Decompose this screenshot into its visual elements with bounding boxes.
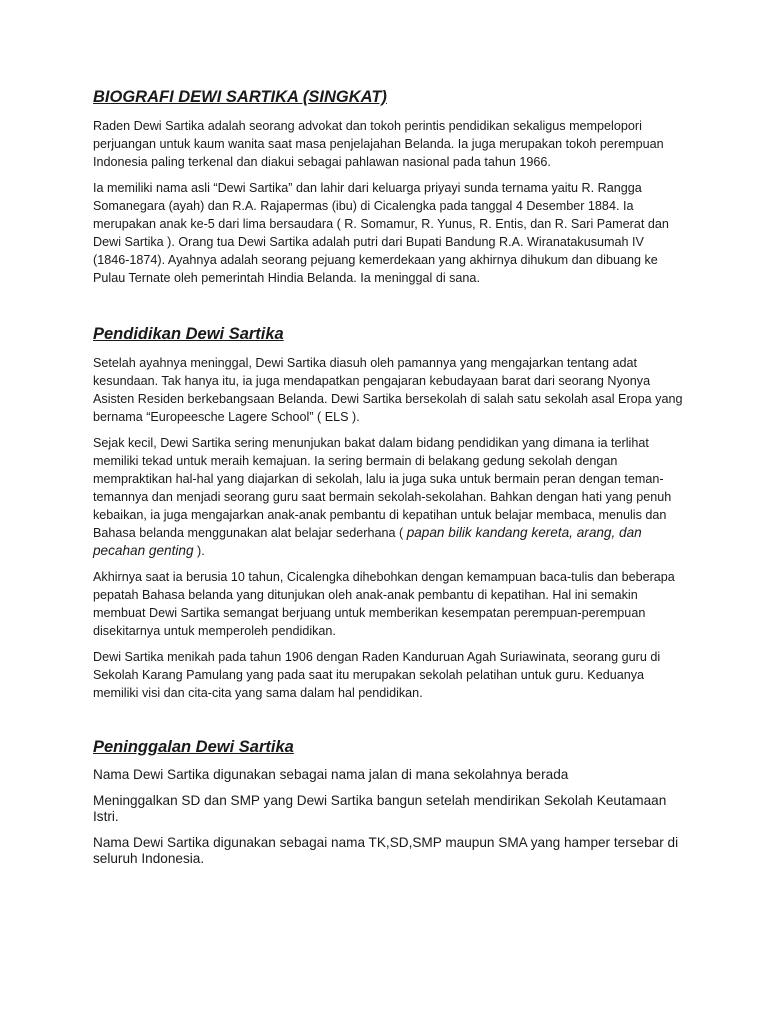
legacy-item: Nama Dewi Sartika digunakan sebagai nama TK,SD,SMP maupun SMA yang hamper tersebar di seluruh Indonesia. [93,835,679,866]
section-spacer [93,295,683,325]
legacy-item: Meninggalkan SD dan SMP yang Dewi Sartika bangun setelah mendirikan Sekolah Keutamaan Istri. [93,793,667,824]
education-heading: Pendidikan Dewi Sartika [93,325,284,343]
education-paragraph: Akhirnya saat ia berusia 10 tahun, Cicalengka dihebohkan dengan kemampuan baca-tulis dan beberapa pepatah Bahasa belanda yang ditunjukan oleh anak-anak pembantu di kepatihan. Hal ini semakin membuat Dewi Sartika semangat berjuang untuk memberikan kesempatan perempuan-perempuan disekitarnya untuk memperoleh pendidikan. [93,570,675,638]
education-paragraph: Dewi Sartika menikah pada tahun 1906 dengan Raden Kanduruan Agah Suriawinata, seorang guru di Sekolah Karang Pamulang yang pada saat itu merupakan sekolah pelatihan untuk guru. Keduanya memiliki visi dan cita-cita yang sama dalam hal pendidikan. [93,650,661,700]
section-spacer [93,710,683,738]
education-text: Sejak kecil, Dewi Sartika sering menunjukan bakat dalam bidang pendidikan yang dimana ia terlihat memiliki tekad untuk meraih kemajuan. Ia sering bermain di belakang gedung sekolah dengan mempraktikan hal-hal yang diajarkan di sekolah, lalu ia juga suka untuk bermain peran dengan teman-temannya dan menjadi seorang guru saat bermain sekolah-sekolahan. Bahkan dengan hati yang penuh kebaikan, ia juga mengajarkan anak-anak pembantu di kepatihan untuk belajar membaca, menulis dan Bahasa belanda menggunakan alat belajar sederhana ( [93,436,672,540]
education-italic-text: papan bilik kandang kereta, arang, dan pecahan genting [93,525,642,558]
education-paragraph [93,434,683,560]
intro-paragraph: Raden Dewi Sartika adalah seorang advokat dan tokoh perintis pendidikan sekaligus mempelopori perjuangan untuk kaum wanita saat masa penjelajahan Belanda. Ia juga merupakan tokoh perempuan Indonesia paling terkenal dan diakui sebagai pahlawan nasional pada tahun 1966. [93,119,664,169]
legacy-item: Nama Dewi Sartika digunakan sebagai nama jalan di mana sekolahnya berada [93,767,569,782]
document-body [93,88,683,877]
education-text: ). [193,544,205,558]
document-title: BIOGRAFI DEWI SARTIKA (SINGKAT) [93,88,387,106]
intro-paragraph: Ia memiliki nama asli “Dewi Sartika” dan lahir dari keluarga priyayi sunda ternama yaitu R. Rangga Somanegara (ayah) dan R.A. Rajapermas (ibu) di Cicalengka pada tanggal 4 Desember 1884. Ia merupakan anak ke-5 dari lima bersaudara ( R. Somamur, R. Yunus, R. Entis, dan R. Sari Pamerat dan Dewi Sartika ). Orang tua Dewi Sartika adalah putri dari Bupati Bandung R.A. Wiranatakusumah IV (1846-1874). Ayahnya adalah seorang pejuang kemerdekaan yang akhirnya dihukum dan dibuang ke Pulau Ternate oleh pemerintah Hindia Belanda. Ia meninggal di sana. [93,181,669,285]
education-paragraph: Setelah ayahnya meninggal, Dewi Sartika diasuh oleh pamannya yang mengajarkan tentang adat kesundaan. Tak hanya itu, ia juga mendapatkan pengajaran kebudayaan barat dari seorang Nyonya Asisten Residen berkebangsaan Belanda. Dewi Sartika bersekolah di salah satu sekolah asal Eropa yang bernama “Europeesche Lagere School” ( ELS ). [93,356,683,424]
legacy-heading: Peninggalan Dewi Sartika [93,738,294,756]
